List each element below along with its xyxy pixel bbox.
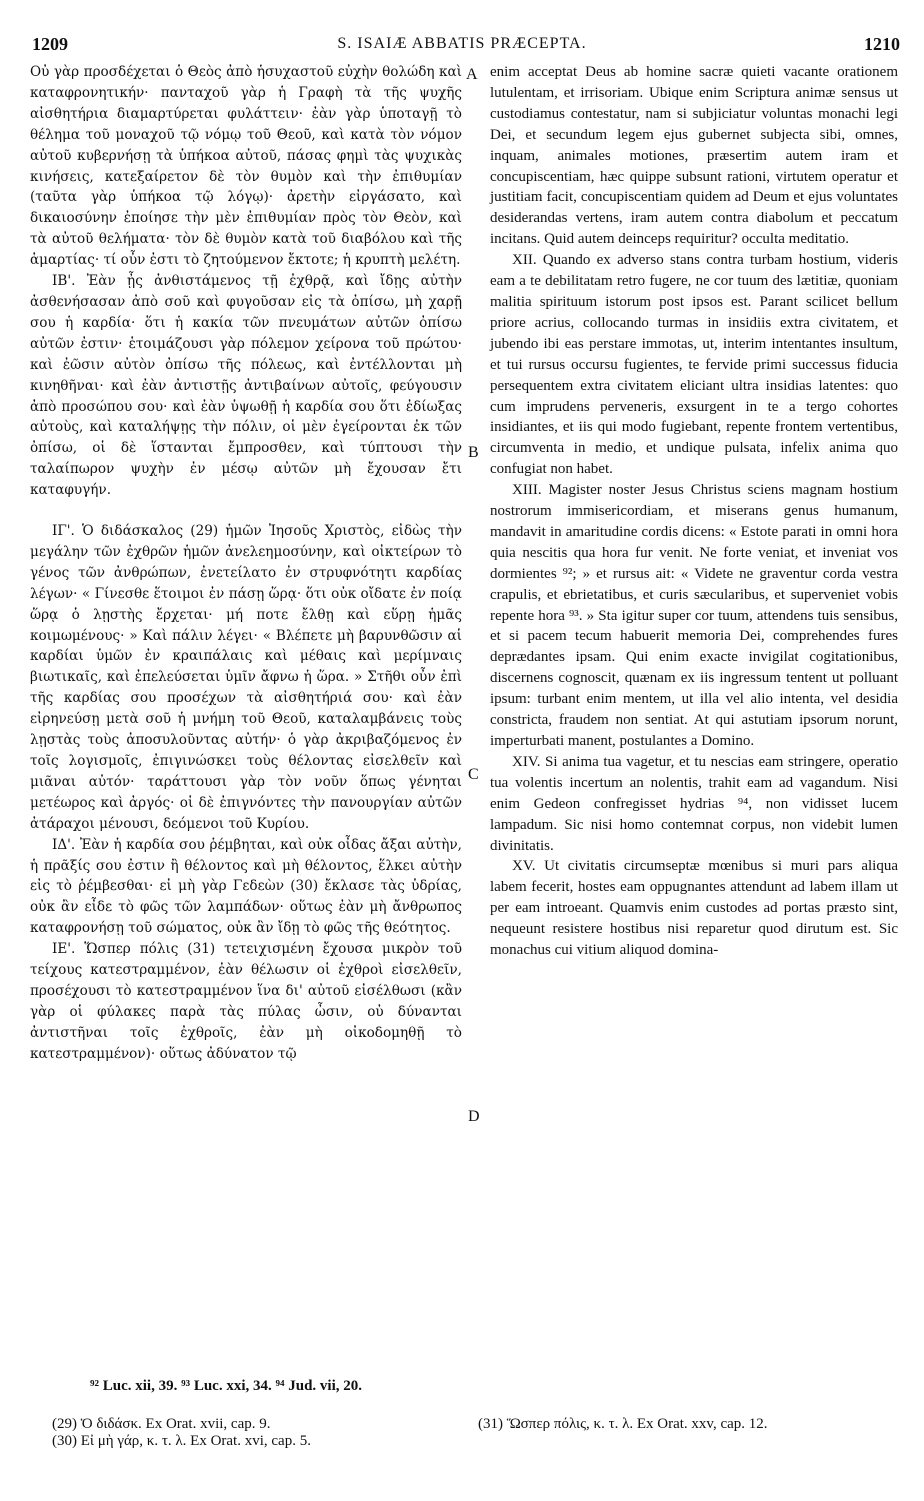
running-title: S. ISAIÆ ABBATIS PRÆCEPTA.	[337, 35, 587, 52]
running-header	[24, 34, 900, 54]
scripture-references: ⁹² Luc. xii, 39. ⁹³ Luc. xxi, 34. ⁹⁴ Jud. vii, 20.	[90, 1378, 363, 1394]
footnote-29: (29) Ὁ διδάσκ. Ex Orat. xvii, cap. 9.	[52, 1416, 271, 1432]
latin-column	[490, 62, 898, 961]
margin-letter-a: A	[466, 66, 478, 83]
latin-paragraph-14: XIV. Si anima tua vagetur, et tu nescias eam stringere, operatio tua volentis incertum an nolentis, trahit eam ad vagandum. Nisi enim Gedeon confregisset hydrias ⁹⁴, non vidisset lucem lampadum. Sic nisi homo contemnat corpus, non videbit lumen divinitatis.	[490, 753, 898, 854]
greek-paragraph-14: ΙΔ'. Ἐὰν ἡ καρδία σου ῥέμβηται, καὶ οὐκ οἶδας ἄξαι αὐτὴν, ἡ πρᾶξίς σου ἐστιν ἢ θέλοντος καὶ μὴ θέλοντος, ἕλκει αὐτὴν εἰς τὸ ῥέμβεσθαι· εἰ μὴ γὰρ Γεδεὼν (30) ἔκλασε τὰς ὑδρίας, οὐκ ἂν εἶδε τὸ φῶς τῶν λαμπάδων· οὕτως ἐὰν μὴ ἄνθρωπος καταφρονήσῃ τοῦ σώματος, οὐκ ἂν ἴδῃ τὸ φῶς τῆς θεότητος.	[30, 836, 462, 937]
latin-paragraph-15: XV. Ut civitatis circumseptæ mœnibus si muri pars aliqua labem fecerit, hostes eam oppugnantes attendunt ad labem illam ut per eam introeant. Quamvis enim custodes ad portas præsto sint, nequeunt resistere hostibus nisi reparetur quod dirutum est. Sic monachus cui vitium aliquod domina-	[490, 858, 898, 959]
margin-letter-d: D	[468, 1108, 480, 1125]
greek-paragraph-15: ΙΕ'. Ὥσπερ πόλις (31) τετειχισμένη ἔχουσα μικρὸν τοῦ τείχους κατεστραμμένον, ἐὰν θέλωσιν οἱ ἐχθροὶ εἰσελθεῖν, προσέχουσι τὸ κατεστραμμένον ἵνα δι' αὐτοῦ εἰσέλθωσι (κἂν γὰρ οἱ φύλακες παρὰ τὰς πύλας ὦσιν, οὐ δύνανται ἀντιστῆναι τοῖς ἐχθροῖς, ἐὰν μὴ οἰκοδομηθῇ τὸ κατεστραμμένον)· οὕτως ἀδύνατον τῷ	[30, 941, 462, 1062]
greek-paragraph-12: ΙΒ'. Ἐὰν ᾖς ἀνθιστάμενος τῇ ἐχθρᾷ, καὶ ἴδῃς αὐτὴν ἀσθενήσασαν ἀπὸ σοῦ καὶ φυγοῦσαν εἰς τὰ ὀπίσω, μὴ χαρῇ σου ἡ καρδία· ὅτι ἡ κακία τῶν πνευμάτων αὐτῶν ὀπίσω αὐτῶν ἐστιν· ἑτοιμάζουσι γὰρ πόλεμον χείρονα τοῦ πρώτου· καὶ ἐῶσιν αὐτὸν ὀπίσω τῆς πόλεως, καὶ ἐντέλλονται μὴ κινηθῆναι· καὶ ἐὰν ἀντιστῇς ἀντιβαίνων αὐτοῖς, φεύγουσιν ἀπὸ προσώπου σου· καὶ ἐὰν ὑψωθῇ ἡ καρδία σου ὅτι ἐδίωξας αὐτοὺς, καὶ καταλήψῃς τὴν πόλιν, οἱ μὲν ἐγείρονται ἐκ τῶν ὀπίσω, οἱ δὲ ἵστανται ἔμπροσθεν, καὶ τύπτουσι τὴν ταλαίπωρον ψυχὴν ἐν μέσῳ αὐτῶν μὴ ἔχουσαν ἔτι καταφυγήν.	[30, 273, 462, 499]
left-page-number: 1209	[32, 34, 68, 54]
footnotes-right	[478, 1416, 890, 1433]
footnotes-left	[52, 1416, 452, 1450]
latin-paragraph-intro: enim acceptat Deus ab homine sacræ quieti vacante orationem lutulentam, et irrisoriam. Ubique enim Scriptura animæ sensus ut custodiamus contestatur, nam si subjiciatur voluntas monachi legi Dei, et secundum legem ejus gubernet subjecta sibi, omnes, inquam, animales motiones, præsertim autem iram et concupiscentiam, hæc quippe subsunt rationi, virtutem operatur et justitiam facit, concupiscentiam quidem ad Deum et ejus voluntates desiderandas vertens, iram autem contra diabolum et peccatum incitans. Quid autem deinceps requiritur? occulta meditatio.	[490, 64, 898, 248]
margin-letter-b: B	[468, 444, 479, 461]
footnote-31: (31) Ὥσπερ πόλις, κ. τ. λ. Ex Orat. xxv, cap. 12.	[478, 1416, 768, 1432]
latin-paragraph-12: XII. Quando ex adverso stans contra turbam hostium, videris eam a te debilitatam retro fugere, ne cor tuum des lætitiæ, quoniam malitia spirituum istorum post ipsos est. Parant scilicet bellum priore acrius, collocando turmas in insidiis extra civitatem, et jubendo ibi eas perstare immotas, ut, interim intentantes insultum, et tui rursus occursu fugientes, te fervide primi successus fiducia persequentem extra civitatem eliciant ultra insidias latentes: quo cum imprudens perveneris, exsurgent in te a tergo cohortes insidiantes, et iis qui modo fugiebant, repente frontem vertentibus, circumventa in medio, et undique pulsata, infelix anima quo confugiat non habet.	[490, 252, 898, 478]
greek-paragraph-intro: Οὐ γὰρ προσδέχεται ὁ Θεὸς ἀπὸ ἡσυχαστοῦ εὐχὴν θολώδη καὶ καταφρονητικήν· πανταχοῦ γὰρ ἡ Γραφὴ τὰ τῆς ψυχῆς αἰσθητήρια διαμαρτύρεται φυλάττειν· ἐὰν γὰρ ὑποταγῇ τὸ θέλημα τοῦ μοναχοῦ τῷ νόμῳ τοῦ Θεοῦ, καὶ κατὰ τὸν νόμον αὐτοῦ κυβερνήσῃ τὰ ὑπήκοα αὐτοῦ, πάσας φημὶ τὰς ψυχικὰς κινήσεις, κατεξαίρετον δὲ τὸν θυμὸν καὶ τὴν ἐπιθυμίαν (ταῦτα γὰρ ὑπήκοα τῷ λόγῳ)· ἀρετὴν εἰργάσατο, καὶ δικαιοσύνην ἐποίησε τὴν μὲν ἐπιθυμίαν πρὸς τὸν Θεὸν, καὶ τὰ αὐτοῦ θελήματα· τὸν δὲ θυμὸν κατὰ τοῦ διαβόλου καὶ τῆς ἁμαρτίας· τί οὖν ἐστι τὸ ζητούμενον ἔκτοτε; ἡ κρυπτὴ μελέτη.	[30, 64, 462, 269]
greek-column	[30, 62, 462, 1065]
right-page-number: 1210	[864, 34, 900, 54]
latin-paragraph-13: XIII. Magister noster Jesus Christus sciens magnam hostium nostrorum immisericordiam, et miserans genus humanum, mandavit in amaritudine cordis dicens: « Estote parati in omni hora quia nescitis qua hora fur venit. Ne forte veniat, et inveniat vos dormientes ⁹²; » et rursus ait: « Videte ne graventur corda vestra crapulis, et ebrietatibus, et curis sæcularibus, et superveniet vobis repente hora ⁹³. » Sta igitur super cor tuum, attendens tuis sensibus, et si pacem tecum habuerit memoria Dei, comprehendes fures deprædantes ipsam. Qui enim exacte invigilat cogitationibus, discernens cognoscit, quænam ex iis ingressum tentent ut polluant ipsum: turbant enim mentem, ut illa vel alio intenta, vel desidia constricta, fraudem non sentiat. At qui astutiam ipsorum norunt, imperturbati manent, postulantes a Domino.	[490, 482, 898, 749]
greek-paragraph-13: ΙΓ'. Ὁ διδάσκαλος (29) ἡμῶν Ἰησοῦς Χριστὸς, εἰδὼς τὴν μεγάλην τῶν ἐχθρῶν ἡμῶν ἀνελεημοσύνην, καὶ οἰκτείρων τὸ γένος τῶν ἀνθρώπων, ἐνετείλατο ἐν στρυφνότητι καρδίας λέγων· « Γίνεσθε ἕτοιμοι ἐν πάσῃ ὥρᾳ· ὅτι οὐκ οἴδατε ἐν ποίᾳ ὥρᾳ ὁ λῃστὴς ἔρχεται· μή ποτε ἔλθῃ καὶ εὕρῃ ἡμᾶς κοιμωμένους· » Καὶ πάλιν λέγει· « Βλέπετε μὴ βαρυνθῶσιν αἱ καρδίαι ὑμῶν ἐν κραιπάλαις καὶ μέθαις καὶ μερίμναις βιωτικαῖς, καὶ ἐπελεύσεται ὑμῖν ἄφνω ἡ ὥρα. » Στῆθι οὖν ἐπὶ τῆς καρδίας σου προσέχων τὰ αἰσθητήριά σου· καὶ ἐὰν εἰρηνεύσῃ μετὰ σοῦ ἡ μνήμη τοῦ Θεοῦ, καταλαμβάνεις τοὺς λῃστὰς τοὺς ἀποσυλοῦντας αὐτήν· ὁ γὰρ ἀκριβαζόμενος ἐν τοῖς λογισμοῖς, ἐπιγινώσκει τοὺς θέλοντας εἰσελθεῖν καὶ μιᾶναι αὐτόν· ταράττουσι γὰρ τὸν νοῦν ὅπως γένηται μετέωρος καὶ ἀργός· οἱ δὲ ἐπιγνόντες τὴν πανουργίαν αὐτῶν ἀτάραχοι μένουσι, δεόμενοι τοῦ Κυρίου.	[30, 523, 462, 832]
footnote-30: (30) Εἰ μὴ γάρ, κ. τ. λ. Ex Orat. xvi, cap. 5.	[52, 1433, 311, 1449]
margin-letter-c: C	[468, 766, 479, 783]
